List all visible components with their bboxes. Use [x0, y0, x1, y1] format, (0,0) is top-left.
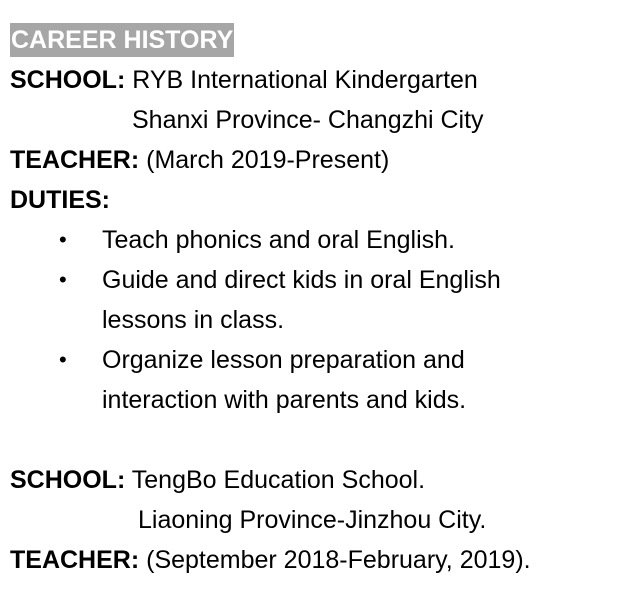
job1-duties-list — [10, 220, 625, 420]
duty-item — [10, 220, 582, 260]
job2-teacher-label: TEACHER: — [10, 546, 140, 574]
duty-text: Organize lesson preparation and interaction with parents and kids. — [102, 346, 467, 414]
job2-teacher-row — [10, 540, 625, 580]
job2-teacher-period: (September 2018-February, 2019). — [146, 546, 531, 574]
job1-teacher-label: TEACHER: — [10, 146, 140, 174]
job1-duties-label: DUTIES: — [10, 186, 110, 214]
bullet-icon: • — [59, 347, 67, 372]
job1-school-location: Shanxi Province- Changzhi City — [132, 106, 484, 134]
career-history-document — [10, 20, 625, 580]
job1-teacher-row — [10, 140, 625, 180]
job2-school-row — [10, 460, 625, 500]
bullet-icon: • — [59, 267, 67, 292]
bullet-icon: • — [59, 227, 67, 252]
duty-item — [10, 340, 582, 420]
job2-school-label: SCHOOL: — [10, 466, 126, 494]
duty-item — [10, 260, 582, 340]
section-spacer — [10, 420, 625, 460]
job1-school-name: RYB International Kindergarten — [132, 66, 478, 94]
job1-teacher-period: (March 2019-Present) — [146, 146, 390, 174]
job1-school-label: SCHOOL: — [10, 66, 126, 94]
section-title: CAREER HISTORY — [10, 23, 234, 57]
duty-text: Guide and direct kids in oral English lessons in class. — [102, 266, 501, 334]
duty-text: Teach phonics and oral English. — [102, 226, 456, 254]
job2-school-location: Liaoning Province-Jinzhou City. — [138, 506, 487, 534]
job2-school-name: TengBo Education School. — [131, 466, 426, 494]
job1-school-row — [10, 60, 625, 100]
